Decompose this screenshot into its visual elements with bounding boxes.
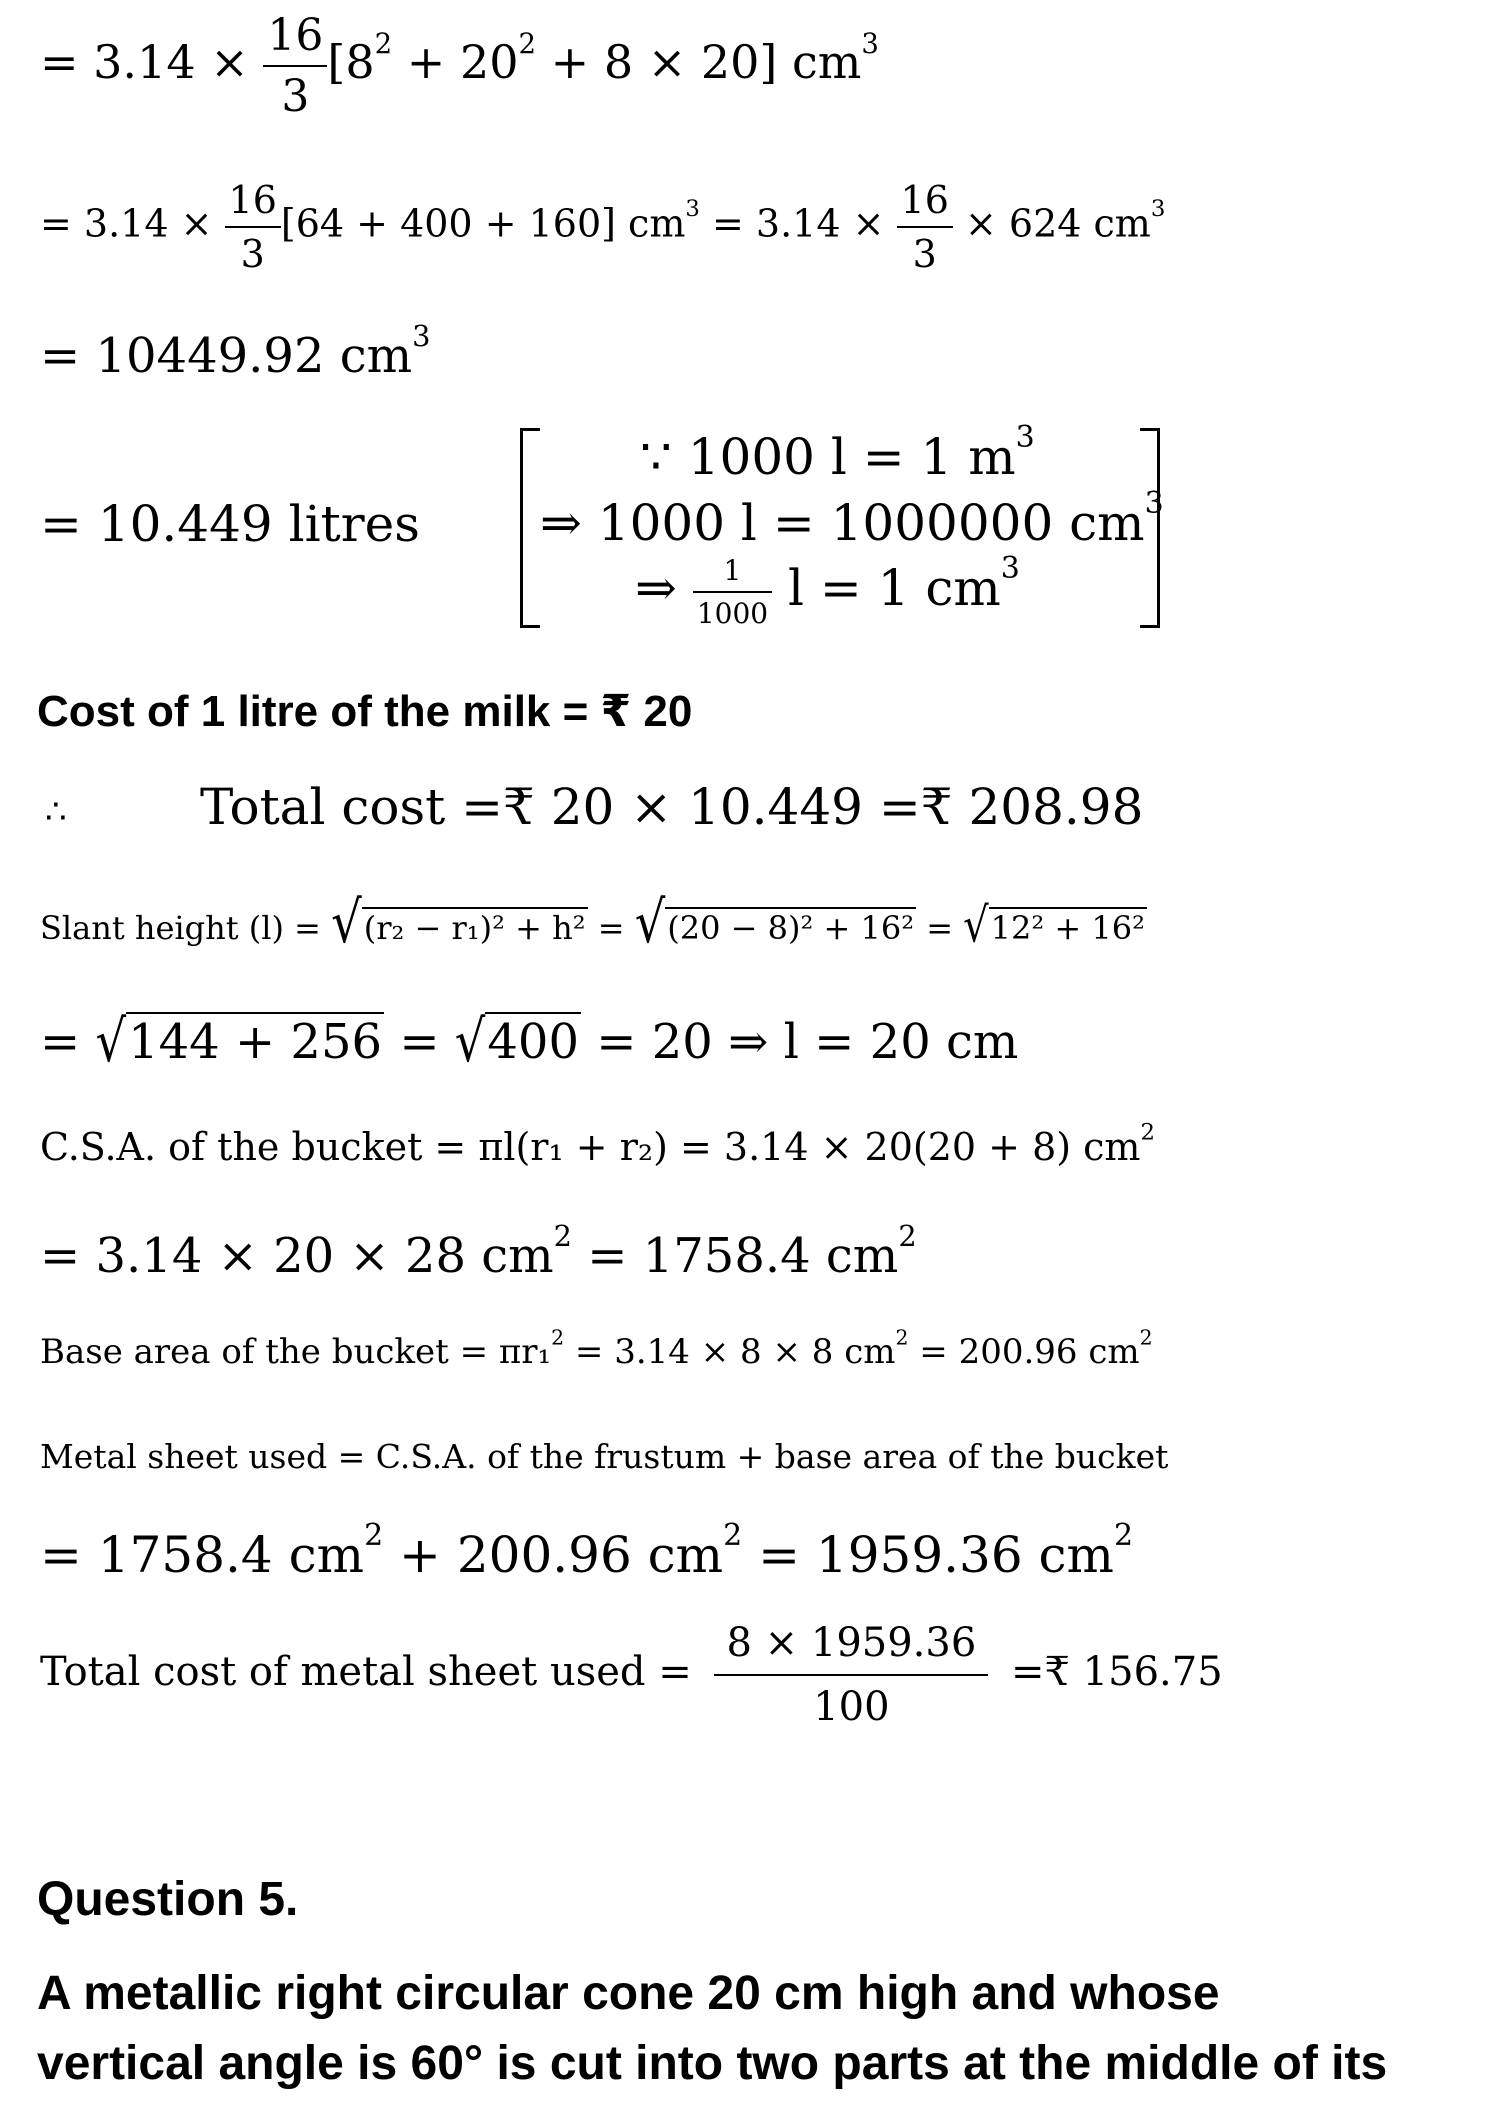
equation-line-2 bbox=[40, 178, 1165, 276]
radical-body: 12² + 16² bbox=[990, 909, 1145, 947]
eq-exponent: 2 bbox=[553, 1219, 572, 1254]
eq-text: [64 + 400 + 160] cm bbox=[280, 201, 686, 246]
eq-exponent: 3 bbox=[1015, 420, 1035, 455]
eq-text: Total cost of metal sheet used = bbox=[40, 1649, 692, 1695]
eq-exponent: 3 bbox=[1150, 195, 1166, 222]
bracket-row-2 bbox=[540, 486, 1164, 552]
radical-body: 400 bbox=[487, 1014, 580, 1070]
fraction-numerator: 16 bbox=[897, 178, 953, 228]
radical-body: (r₂ − r₁)² + h² bbox=[363, 909, 586, 947]
eq-text: = 20 ⇒ l = 20 cm bbox=[596, 1014, 1019, 1070]
eq-exponent: 2 bbox=[1139, 1325, 1153, 1350]
metal-sheet-line: Metal sheet used = C.S.A. of the frustum + base area of the bucket bbox=[40, 1437, 1169, 1476]
eq-exponent: 2 bbox=[364, 1518, 384, 1553]
eq-exponent: 2 bbox=[518, 27, 537, 61]
eq-exponent: 2 bbox=[1140, 1119, 1155, 1146]
therefore-symbol: ∴ bbox=[45, 792, 67, 832]
question-text-line-2: vertical angle is 60° is cut into two parts at the middle of its bbox=[37, 2037, 1388, 2090]
bracket-row-3 bbox=[635, 551, 1020, 630]
eq-text: = 10.449 litres bbox=[40, 495, 420, 553]
slant-height-line bbox=[40, 889, 1147, 957]
bracket-row-1 bbox=[640, 420, 1035, 486]
fraction-denominator: 3 bbox=[912, 232, 937, 276]
eq-text: =₹ 156.75 bbox=[1011, 1649, 1223, 1695]
radical-sign-icon: √ bbox=[634, 889, 666, 957]
radical bbox=[454, 1008, 581, 1076]
bracket-right-bottom bbox=[1140, 625, 1160, 628]
eq-text: = 3.14 × bbox=[40, 35, 249, 89]
eq-text: = 1758.4 cm bbox=[40, 1526, 365, 1584]
radical-sign-icon: √ bbox=[963, 898, 989, 954]
eq-text: = bbox=[40, 1014, 81, 1070]
equation-line-3 bbox=[40, 319, 431, 384]
fraction-numerator: 16 bbox=[263, 10, 327, 67]
eq-text: C.S.A. of the bucket = πl(r₁ + r₂) = 3.14 × 20(20 + 8) cm bbox=[40, 1125, 1141, 1169]
eq-text: [8 bbox=[327, 35, 375, 89]
eq-exponent: 3 bbox=[861, 27, 879, 61]
fraction-numerator: 16 bbox=[225, 178, 281, 228]
eq-exponent: 2 bbox=[1113, 1518, 1134, 1553]
eq-text: = 1959.36 cm bbox=[742, 1526, 1114, 1584]
fraction bbox=[714, 1620, 988, 1730]
total-cost-metal-line bbox=[40, 1620, 1223, 1730]
eq-text: = bbox=[399, 1014, 440, 1070]
radical-sign-icon: √ bbox=[95, 1008, 127, 1076]
radical-sign-icon: √ bbox=[331, 889, 362, 957]
fraction-denominator: 3 bbox=[281, 71, 310, 122]
eq-exponent: 3 bbox=[1144, 486, 1164, 521]
eq-text: Slant height (l) = bbox=[40, 909, 321, 947]
eq-text: = 3.14 × 20 × 28 cm bbox=[40, 1228, 554, 1284]
eq-exponent: 3 bbox=[412, 319, 431, 354]
metal-sheet-total-line bbox=[40, 1518, 1134, 1584]
eq-exponent: 2 bbox=[723, 1518, 743, 1553]
eq-text: ⇒ 1000 l = 1000000 cm bbox=[540, 494, 1145, 552]
eq-text: = 1758.4 cm bbox=[571, 1228, 899, 1284]
question-heading: Question 5. bbox=[37, 1873, 299, 1926]
bracket-left-top bbox=[520, 428, 540, 431]
fraction-denominator: 3 bbox=[240, 232, 265, 276]
base-area-line bbox=[40, 1325, 1153, 1372]
eq-text: = bbox=[926, 909, 953, 947]
equation-line-litres bbox=[40, 495, 420, 553]
eq-text: = 3.14 × bbox=[699, 201, 885, 246]
fraction bbox=[225, 178, 281, 276]
eq-text: + 20 bbox=[392, 35, 519, 89]
radical-body: (20 − 8)² + 16² bbox=[667, 909, 915, 947]
eq-text: = 200.96 cm bbox=[908, 1332, 1140, 1372]
eq-exponent: 3 bbox=[1000, 551, 1020, 586]
eq-text: + 200.96 cm bbox=[383, 1526, 724, 1584]
fraction-numerator: 8 × 1959.36 bbox=[714, 1620, 988, 1676]
question-text-line-1: A metallic right circular cone 20 cm high and whose bbox=[37, 1967, 1220, 2020]
eq-text: = 3.14 × 8 × 8 cm bbox=[564, 1332, 896, 1372]
eq-text: Base area of the bucket = πr₁ bbox=[40, 1332, 552, 1372]
equation-line-1 bbox=[40, 10, 879, 122]
fraction-denominator: 100 bbox=[813, 1684, 890, 1730]
radical bbox=[331, 889, 587, 957]
eq-exponent: 2 bbox=[898, 1219, 917, 1254]
radical-body: 144 + 256 bbox=[128, 1014, 383, 1070]
eq-text: ∵ 1000 l = 1 m bbox=[640, 428, 1016, 486]
eq-text: = 3.14 × bbox=[40, 201, 213, 246]
fraction bbox=[263, 10, 327, 122]
fraction-denominator: 1000 bbox=[696, 597, 769, 630]
radical bbox=[634, 889, 916, 957]
eq-text: × 624 cm bbox=[964, 201, 1151, 246]
eq-text: ⇒ bbox=[635, 559, 677, 617]
conversion-bracket bbox=[520, 420, 1164, 630]
eq-exponent: 2 bbox=[551, 1325, 565, 1350]
eq-text: = bbox=[597, 909, 625, 947]
fraction-numerator: 1 bbox=[693, 554, 772, 593]
csa-line bbox=[40, 1119, 1155, 1169]
eq-text: + 8 × 20] cm bbox=[536, 35, 862, 89]
bracket-right-top bbox=[1140, 428, 1160, 431]
eq-text: = 10449.92 cm bbox=[40, 328, 413, 384]
sqrt-line bbox=[40, 1008, 1019, 1076]
fraction bbox=[693, 554, 772, 630]
bracket-left-bottom bbox=[520, 625, 540, 628]
eq-exponent: 3 bbox=[685, 195, 700, 222]
cost-heading: Cost of 1 litre of the milk = ₹ 20 bbox=[37, 687, 693, 736]
csa-result-line bbox=[40, 1219, 917, 1284]
bracket-left bbox=[520, 428, 523, 628]
eq-exponent: 2 bbox=[374, 27, 393, 61]
eq-text: l = 1 cm bbox=[787, 559, 1001, 617]
radical bbox=[95, 1008, 384, 1076]
total-cost-line: Total cost =₹ 20 × 10.449 =₹ 208.98 bbox=[200, 778, 1144, 836]
radical bbox=[963, 898, 1147, 954]
eq-exponent: 2 bbox=[895, 1325, 909, 1350]
fraction bbox=[897, 178, 953, 276]
radical-sign-icon: √ bbox=[454, 1008, 486, 1076]
